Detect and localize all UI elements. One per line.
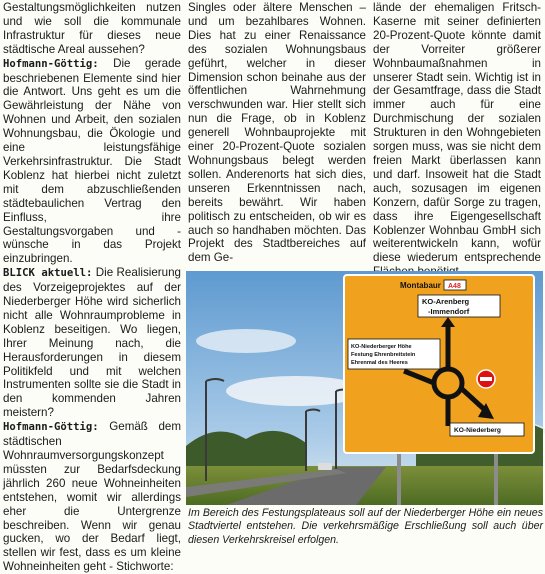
answer-text: lände der ehemaligen Fritsch-Kaserne mit seiner definierten 20-Prozent-Quote könnte damit der Vorreiter größerer Wohnbaumaßnahmen in unserer Stadt sein. Wichtig ist in der Gesamtfrage, dass die Stadt immer auch für eine Durchmischung der sozialen Strukturen in den Wohngebieten sorgen muss, was sie nicht dem freien Markt überlassen kann und darf. Insoweit hat die Stadt auch, sozusagen im eigenen Konzern, dafür Sorge zu tragen, dass ihre Eigengesellschaft Koblenzer Wohnbau GmbH sich weiterentwickeln kann, wofür diese wiederum entsprechende [373, 1, 541, 265]
paragraph [3, 266, 181, 420]
text-column-2 [188, 1, 366, 265]
photo-illustration [186, 271, 543, 505]
answer-text: Die gerade beschriebenen Elemente sind hier die Antwort. Uns geht es um die Gewährleistung der Nähe von Wohnen und Arbeit, den sozialen Wohnungsbau, die Ökologie und eine leistungsfähige Verkehrsinfrastruktur. Die Stadt Koblenz hat hierbei nicht zuletzt mit dem abzuschließenden städtebaulichen Vertrag den Einfluss, ihre Gestaltungsvorgaben und -wünsche in das Projekt einzubringen. [3, 56, 181, 266]
roundabout-photo [186, 271, 543, 505]
sign-bottom-label: KO-Niederberg [454, 427, 501, 434]
paragraph [3, 420, 181, 574]
question-text: Gestaltungsmöglichkeiten nutzen und wie soll die kommunale Infrastruktur für dieses neue städtische Areal aussehen? [3, 1, 181, 56]
answer-text: Gemäß dem städtischen Wohnraumversorgungskonzept müssten zur Bedarfsdeckung jährlich 260 neue Wohneinheiten entstehen, womit wir allerdings eher die Untergrenze beschreiben. Wenn wir genau gucken, wo der Bedarf liegt, stellen wir fest, dass es um kleine Wohneinheiten geht - Stichworte: [3, 420, 181, 574]
sign-top-line1: KO-Arenberg [422, 297, 470, 306]
no-entry-bar [480, 377, 492, 381]
text-column-1 [3, 1, 181, 574]
text-column-3 [373, 1, 541, 279]
paragraph [3, 1, 181, 57]
sign-pole [397, 451, 401, 505]
car [318, 463, 332, 470]
paragraph [3, 57, 181, 267]
interviewer-label: BLICK aktuell: [3, 267, 93, 280]
sign-left-line1: KO-Niederberger Höhe [351, 344, 412, 350]
question-text: Die Realisierung des Vorzeigeprojektes auf der Niederberger Höhe wird sicherlich nicht alle Wohnraumprobleme in Koblenz beseitigen. Wo liegen, Ihrer Meinung nach, die Herausforderungen in diesem Politikfeld und mit welchen Instrumenten sollte sie die Stadt in den kommenden Jahren meistern? [3, 266, 181, 420]
direction-sign [344, 275, 534, 453]
paragraph [373, 1, 541, 279]
paragraph [188, 1, 366, 265]
sign-top-line2: -Immendorf [428, 307, 470, 316]
sign-left-line2: Festung Ehrenbreitstein [351, 352, 416, 358]
speaker-label: Hofmann-Göttig: [3, 421, 99, 434]
sign-route-code: A48 [448, 283, 461, 290]
sign-header: Montabaur [400, 281, 441, 290]
cloud [196, 329, 296, 353]
sign-left-line3: Ehrenmal des Heeres [351, 360, 408, 366]
sign-pole [494, 451, 498, 505]
answer-text: Singles oder ältere Menschen – und um bezahlbares Wohnen. Dies hat zu einer Renaissance des sozialen Wohnungsbaus geführt, welcher in dieser Dimension schon beinahe aus der öffentlichen Wahrnehmung verschwunden war. Hier stellt sich nun die Frage, ob in Koblenz generell Wohnbauprojekte mit einer 20-Prozent-Quote sozialen Wohnungsbaus belegt werden sollen. Anderenorts hat sich dies, unseren Erkenntnissen nach, bereits bewährt. Wir haben politisch zu entscheiden, ob wir es auch so handhaben möchten. Das Projekt des Stadtbereiches auf dem Ge- [188, 1, 366, 265]
speaker-label: Hofmann-Göttig: [3, 57, 99, 70]
photo-caption: Im Bereich des Festungsplateaus soll auf der Niederberger Höhe ein neues Stadtviertel entstehen. Die verkehrsmäßige Erschließung soll auch über diesen Verkehrskreisel erfolgen. [188, 507, 543, 546]
